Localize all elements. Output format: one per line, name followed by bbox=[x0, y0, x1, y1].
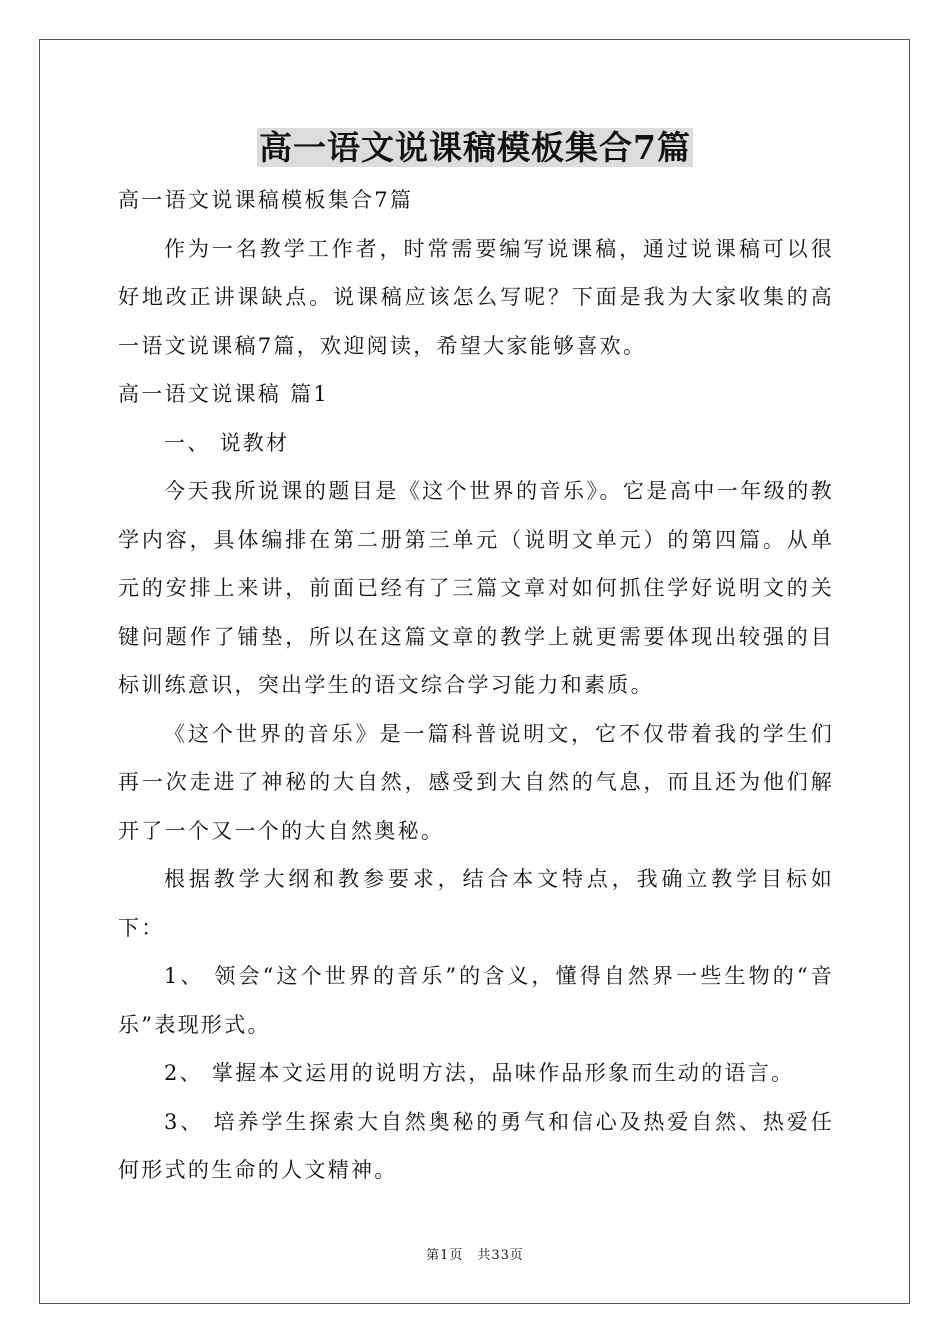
document-title bbox=[0, 126, 950, 170]
intro-paragraph: 作为一名教学工作者，时常需要编写说课稿，通过说课稿可以很好地改正讲课缺点。说课稿应该怎么写呢？下面是我为大家收集的高一语文说课稿7篇，欢迎阅读，希望大家能够喜欢。 bbox=[118, 236, 834, 358]
section-heading: 高一语文说课稿 篇1 bbox=[118, 382, 330, 406]
subsection-heading: 一、 说教材 bbox=[164, 430, 290, 455]
body-paragraph: 今天我所说课的题目是《这个世界的音乐》。它是高中一年级的教学内容，具体编排在第二册第三单元（说明文单元）的第四篇。从单元的安排上来讲，前面已经有了三篇文章对如何抓住学好说明文的关键问题作了铺垫，所以在这篇文章的教学上就更需要体现出较强的目标训练意识，突出学生的语文综合学习能力和素质。 bbox=[118, 479, 834, 697]
objective-item: 3、 培养学生探索大自然奥秘的勇气和信心及热爱自然、热爱任何形式的生命的人文精神。 bbox=[118, 1109, 834, 1182]
body-paragraph: 根据教学大纲和教参要求，结合本文特点，我确立教学目标如下： bbox=[118, 867, 834, 940]
document-body bbox=[118, 176, 834, 1195]
page-footer: 第1页 共33页 bbox=[426, 1248, 524, 1263]
objective-item: 2、 掌握本文运用的说明方法，品味作品形象而生动的语言。 bbox=[164, 1061, 795, 1085]
document-title-text: 高一语文说课稿模板集合7篇 bbox=[259, 128, 691, 167]
body-paragraph: 《这个世界的音乐》是一篇科普说明文，它不仅带着我的学生们再一次走进了神秘的大自然，感受到大自然的气息，而且还为他们解开了一个又一个的大自然奥秘。 bbox=[118, 721, 834, 843]
objective-item: 1、 领会“这个世界的音乐”的含义，懂得自然界一些生物的“音乐”表现形式。 bbox=[118, 964, 834, 1037]
subtitle-line: 高一语文说课稿模板集合7篇 bbox=[118, 188, 414, 212]
